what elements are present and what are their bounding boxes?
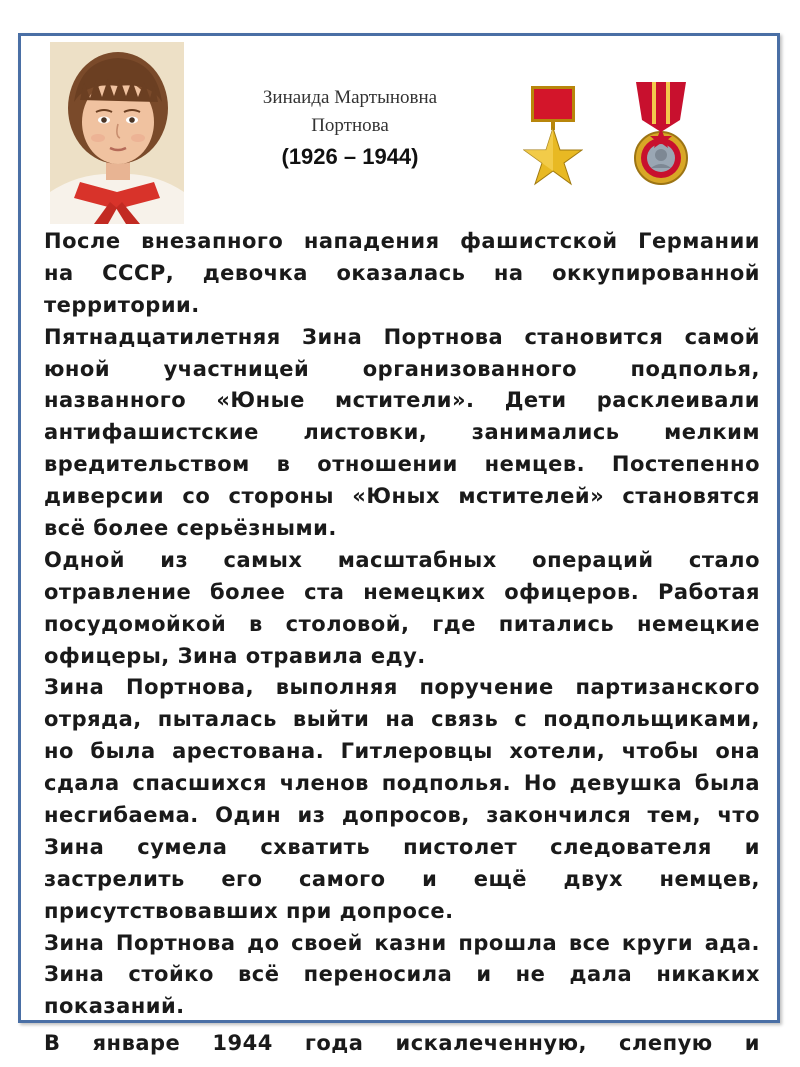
person-header: [200, 84, 500, 172]
text-line: всё более серьёзными.: [44, 516, 337, 541]
paragraph: [44, 226, 760, 322]
text-line: присутствовавших при допросе.: [44, 898, 454, 923]
text-line: Зина сумела схватить пистолет следователя и: [44, 834, 760, 859]
text-line: Зина стойко всё переносила и не дала никаких: [44, 962, 760, 987]
text-line: После внезапного нападения фашистской Германии: [44, 229, 760, 253]
text-line: на СССР, девочка оказалась на оккупированной: [44, 260, 760, 285]
paragraph: [44, 672, 760, 927]
text-line: Зина Портнова до своей казни прошла все круги ада.: [44, 930, 760, 955]
text-line: посудомойкой в столовой, где питались немецкие: [44, 611, 760, 636]
hero-gold-star-medal-icon: [523, 84, 583, 198]
person-name-line-1: Зинаида Мартыновна: [262, 87, 438, 108]
text-line: отравление более ста немецких офицеров. Работая: [44, 579, 760, 604]
text-line: юной участницей организованного подполья,: [44, 356, 760, 381]
paragraph: [44, 545, 760, 673]
text-line: Зина Портнова, выполняя поручение партизанского: [44, 675, 760, 700]
text-line: территории.: [44, 292, 200, 317]
order-of-lenin-icon: [630, 76, 692, 190]
portrait-image: [50, 42, 184, 224]
person-name-line-2: Портнова: [311, 115, 389, 136]
text-line: диверсии со стороны «Юных мстителей» становятся: [44, 484, 760, 509]
text-line: несгибаема. Один из допросов, закончился тем, что: [44, 803, 760, 828]
life-years: (1926 – 1944): [281, 144, 419, 169]
text-line: Одной из самых масштабных операций стало: [44, 547, 760, 572]
text-line: антифашистские листовки, занимались мелким: [44, 420, 760, 445]
text-line: названного «Юные мстители». Дети расклеивали: [44, 388, 760, 413]
text-line: сдала спасшихся членов подполья. Но девушка была: [44, 771, 760, 796]
text-line: застрелить его самого и ещё двух немцев,: [44, 866, 760, 891]
text-line: отряда, пыталась выйти на связь с подпольщиками,: [44, 707, 760, 732]
paragraph: [44, 928, 760, 1024]
text-line: вредительством в отношении немцев. Постепенно: [44, 452, 760, 477]
text-line: Пятнадцатилетняя Зина Портнова становится самой: [44, 324, 760, 349]
text-line: офицеры, Зина отравила еду.: [44, 643, 426, 668]
continuation-line: В январе 1944 года искалеченную, слепую и: [44, 1031, 760, 1055]
text-line: но была арестована. Гитлеровцы хотели, чтобы она: [44, 739, 760, 764]
biography-text: [44, 226, 760, 1023]
text-line: показаний.: [44, 994, 185, 1019]
paragraph: [44, 322, 760, 545]
